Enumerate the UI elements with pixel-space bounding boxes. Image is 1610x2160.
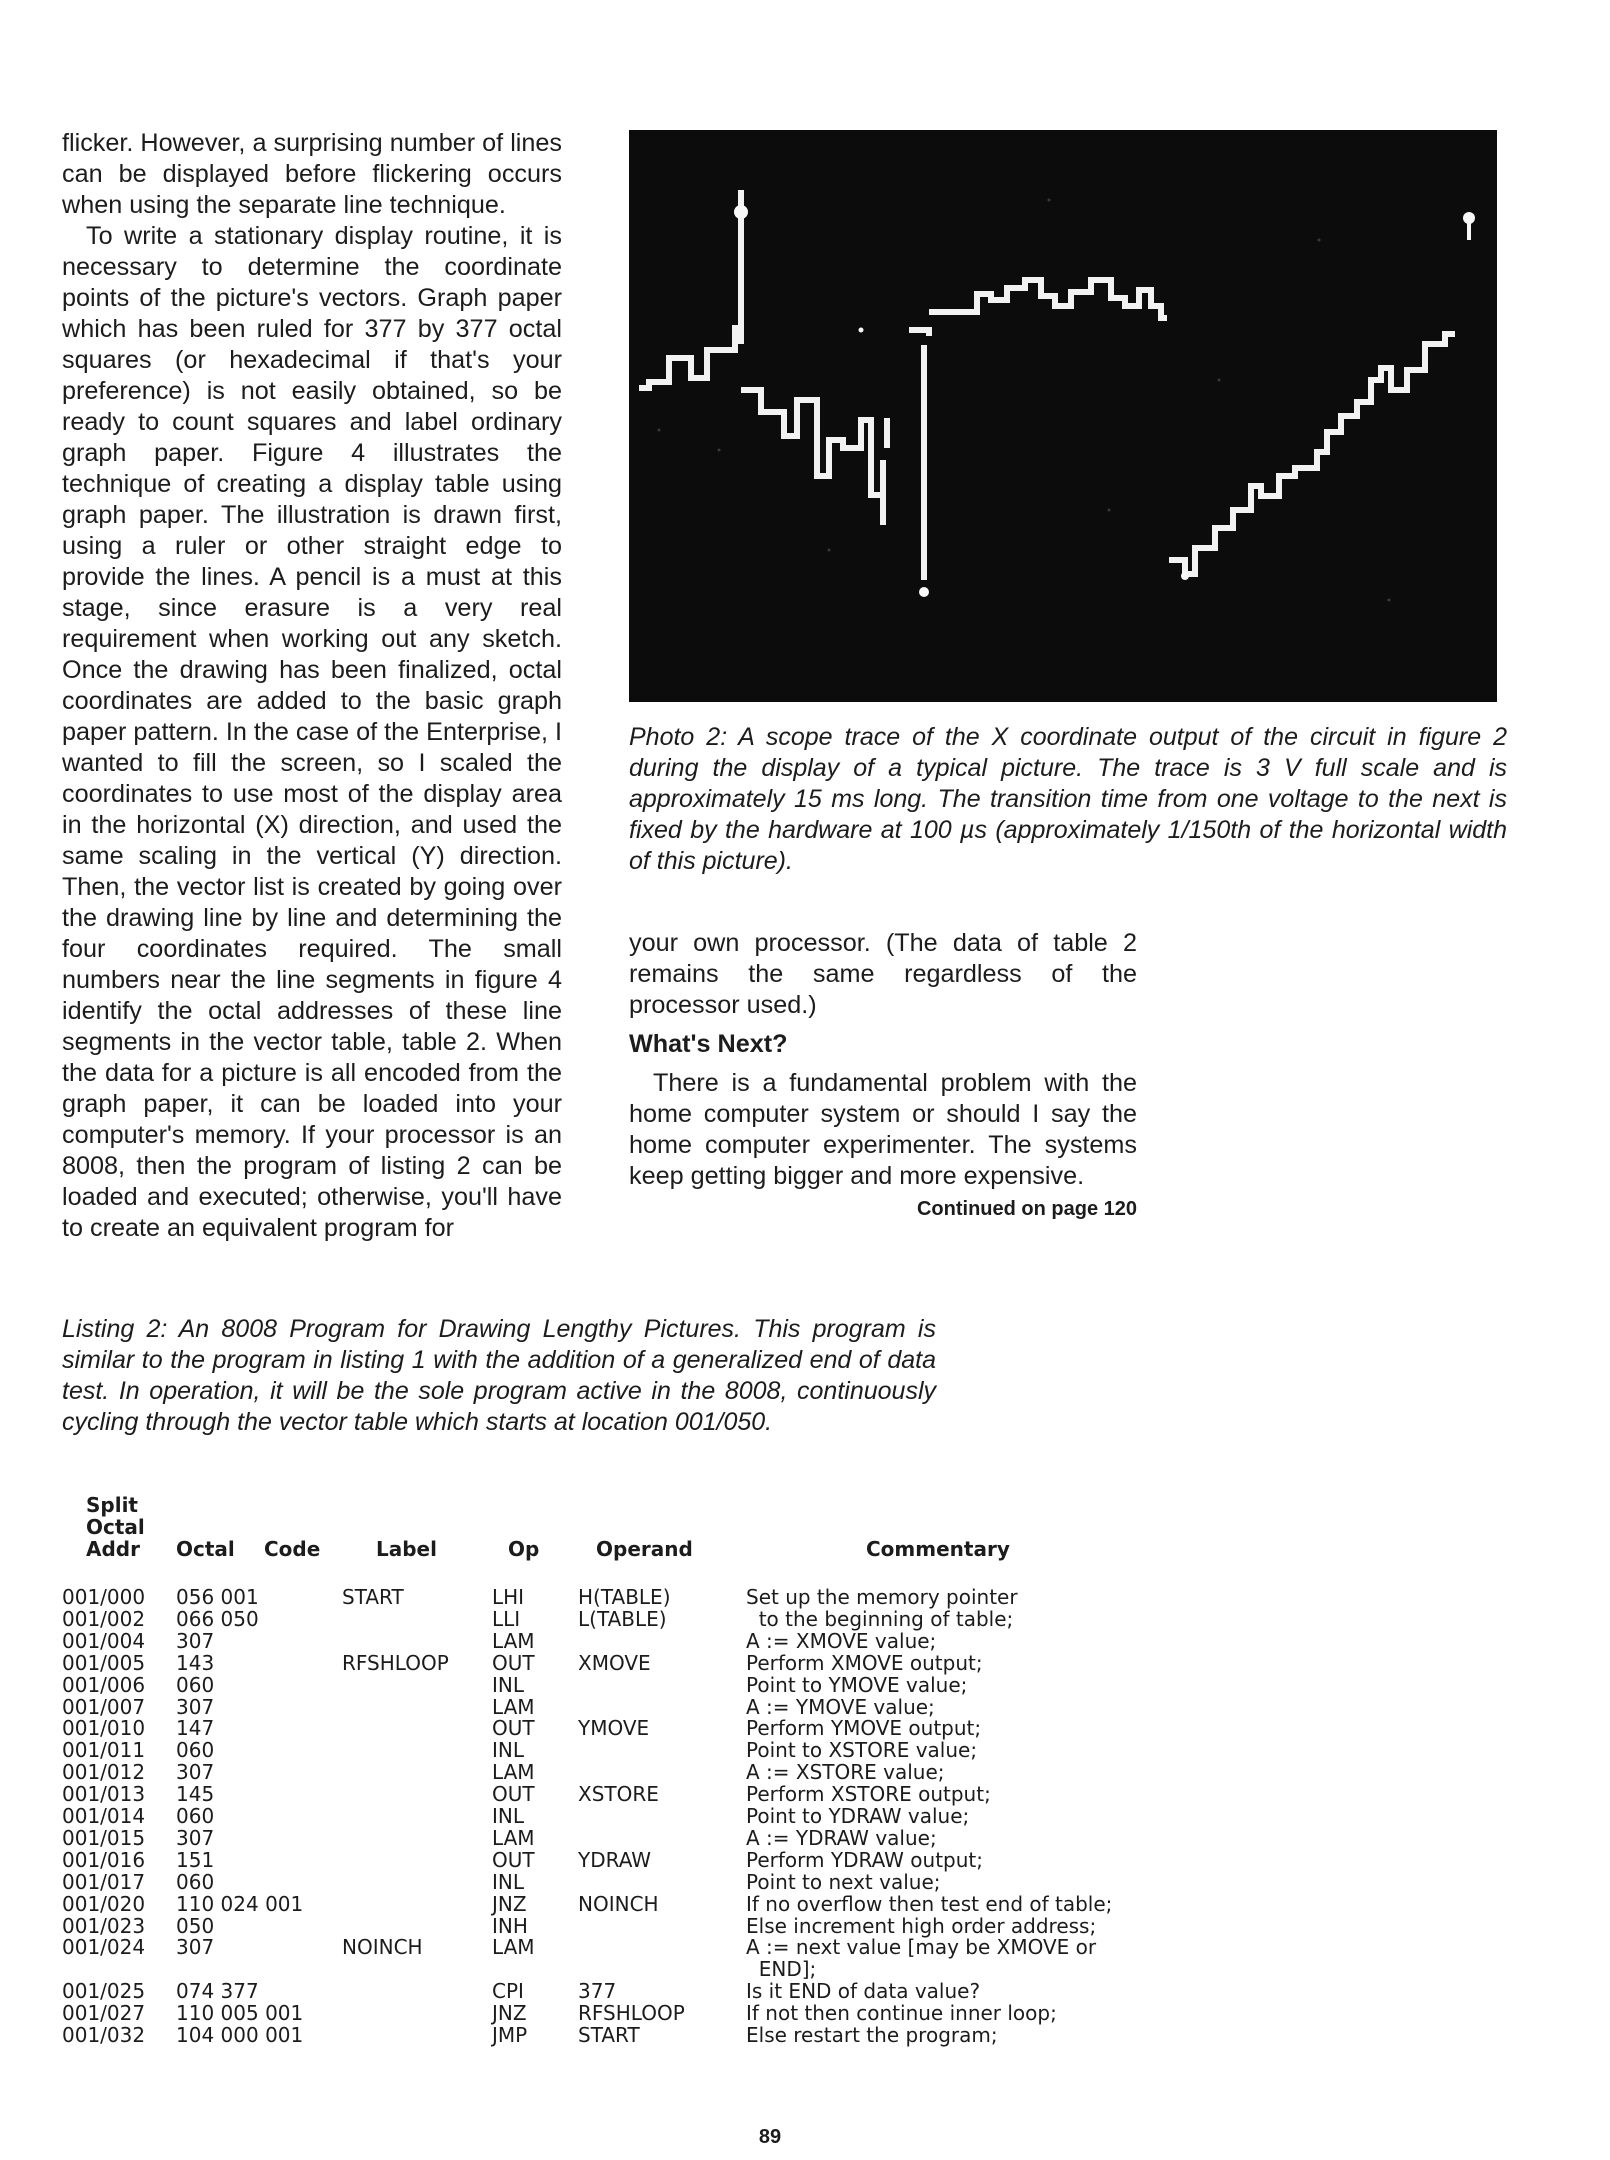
listing-cell-op: LLI <box>492 1606 521 1631</box>
listing-cell-comment: Else increment high order address; <box>746 1913 1097 1938</box>
listing-cell-operand: XSTORE <box>578 1782 659 1807</box>
listing-cell-octal: 050 <box>176 1913 215 1938</box>
listing-cell-addr: 001/013 <box>62 1782 146 1807</box>
listing-cell-label: START <box>342 1585 404 1609</box>
listing-cell-octal: 110 005 001 <box>176 2001 304 2026</box>
column-header-code: Code <box>264 1537 321 1561</box>
listing-cell-label: RFSHLOOP <box>342 1650 449 1675</box>
listing-cell-op: LAM <box>492 1628 535 1653</box>
listing-cell-octal: 143 <box>176 1650 215 1675</box>
listing-cell-comment: END]; <box>746 1957 817 1982</box>
listing-cell-operand: YDRAW <box>578 1847 652 1872</box>
listing-cell-operand: H(TABLE) <box>578 1585 671 1609</box>
listing-cell-octal: 060 <box>176 1869 215 1894</box>
photo-caption: Photo 2: A scope trace of the X coordinate output of the circuit in figure 2 during the display of a typical picture. The trace is 3 V full scale and is approximately 15 ms long. The transition time from one voltage to the next is fixed by the hardware at 100 µs (approximately 1/150th of the horizontal width of this picture). <box>629 723 1507 875</box>
listing-cell-comment: Point to next value; <box>746 1869 941 1894</box>
listing-cell-comment: Point to YMOVE value; <box>746 1672 968 1697</box>
listing-cell-comment: Perform XMOVE output; <box>746 1650 983 1675</box>
listing-cell-octal: 307 <box>176 1825 215 1850</box>
right-text-column <box>629 928 1137 1225</box>
listing-cell-addr: 001/023 <box>62 1913 146 1938</box>
listing-cell-comment: A := XSTORE value; <box>746 1760 945 1785</box>
listing-cell-comment: Else restart the program; <box>746 2023 998 2047</box>
listing-cell-op: JMP <box>492 2023 528 2047</box>
listing-cell-comment: Perform YMOVE output; <box>746 1716 982 1741</box>
listing-cell-op: LAM <box>492 1825 535 1850</box>
listing-cell-addr: 001/000 <box>62 1585 146 1609</box>
listing-cell-addr: 001/014 <box>62 1804 146 1828</box>
listing-cell-addr: 001/015 <box>62 1825 146 1850</box>
left-text-column <box>62 128 562 1244</box>
listing-cell-op: INL <box>492 1738 525 1763</box>
listing-cell-label: NOINCH <box>342 1935 423 1960</box>
listing-cell-octal: 074 377 <box>176 1979 259 2004</box>
listing-cell-addr: 001/024 <box>62 1935 146 1960</box>
listing-cell-operand: 377 <box>578 1979 617 2004</box>
listing-cell-op: INL <box>492 1672 525 1697</box>
listing-cell-op: OUT <box>492 1650 535 1675</box>
listing-cell-comment: A := next value [may be XMOVE or <box>746 1935 1097 1960</box>
column-header-operand: Operand <box>596 1537 693 1561</box>
column-header-octal: Octal <box>176 1537 235 1561</box>
listing-cell-operand: YMOVE <box>578 1716 650 1741</box>
listing-cell-op: INL <box>492 1804 525 1828</box>
column-header-commentary: Commentary <box>866 1537 1010 1561</box>
listing-cell-octal: 145 <box>176 1782 215 1807</box>
listing-cell-octal: 307 <box>176 1935 215 1960</box>
listing-cell-addr: 001/032 <box>62 2023 146 2047</box>
listing-cell-comment: If not then continue inner loop; <box>746 2001 1057 2026</box>
listing-cell-octal: 060 <box>176 1804 215 1828</box>
listing-cell-comment: Perform XSTORE output; <box>746 1782 991 1807</box>
listing-cell-addr: 001/020 <box>62 1891 146 1916</box>
listing-cell-octal: 307 <box>176 1628 215 1653</box>
page-number: 89 <box>758 2126 782 2148</box>
listing-cell-op: JNZ <box>492 2001 527 2026</box>
listing-cell-op: INL <box>492 1869 525 1894</box>
column-header-op: Op <box>508 1537 540 1561</box>
listing-cell-octal: 056 001 <box>176 1585 259 1609</box>
column-header-label: Label <box>376 1537 437 1561</box>
listing-cell-octal: 060 <box>176 1672 215 1697</box>
listing-cell-addr: 001/016 <box>62 1847 146 1872</box>
listing-cell-operand: RFSHLOOP <box>578 2001 685 2026</box>
listing-cell-op: OUT <box>492 1847 535 1872</box>
listing-cell-octal: 307 <box>176 1694 215 1719</box>
listing-cell-addr: 001/017 <box>62 1869 146 1894</box>
section-heading: What's Next? <box>629 1030 788 1058</box>
listing-cell-comment: A := XMOVE value; <box>746 1628 937 1653</box>
listing-cell-addr: 001/006 <box>62 1672 146 1697</box>
listing-cell-octal: 151 <box>176 1847 215 1872</box>
listing-cell-op: CPI <box>492 1979 524 2004</box>
listing-caption: Listing 2: An 8008 Program for Drawing Lengthy Pictures. This program is similar to the program in listing 1 with the addition of a generalized end of data test. In operation, it will be the sole program active in the 8008, continuously cycling through the vector table which starts at location 001/050. <box>62 1315 936 1436</box>
listing-cell-comment: A := YDRAW value; <box>746 1825 937 1850</box>
listing-cell-op: LAM <box>492 1935 535 1960</box>
scope-trace-image <box>629 130 1497 702</box>
listing-cell-addr: 001/002 <box>62 1606 146 1631</box>
listing-cell-addr: 001/007 <box>62 1694 146 1719</box>
listing-cell-addr: 001/004 <box>62 1628 146 1653</box>
listing-cell-operand: START <box>578 2023 640 2047</box>
listing-cell-operand: NOINCH <box>578 1891 659 1916</box>
listing-cell-comment: Point to XSTORE value; <box>746 1738 978 1763</box>
listing-cell-operand: L(TABLE) <box>578 1606 667 1631</box>
listing-cell-comment: to the beginning of table; <box>746 1606 1014 1631</box>
listing-cell-comment: If no overflow then test end of table; <box>746 1891 1113 1916</box>
listing-cell-octal: 104 000 001 <box>176 2023 304 2047</box>
listing-cell-op: LAM <box>492 1760 535 1785</box>
continued-note: Continued on page 120 <box>916 1198 1137 1220</box>
listing-cell-octal: 060 <box>176 1738 215 1763</box>
listing-cell-op: OUT <box>492 1716 535 1741</box>
listing-cell-op: LAM <box>492 1694 535 1719</box>
listing-cell-addr: 001/005 <box>62 1650 146 1675</box>
listing-cell-op: OUT <box>492 1782 535 1807</box>
paragraph: flicker. However, a surprising number of lines can be displayed before flickering occurs when using the separate line technique. <box>62 129 562 219</box>
listing-cell-octal: 066 050 <box>176 1606 259 1631</box>
listing-cell-op: INH <box>492 1913 528 1938</box>
listing-cell-operand: XMOVE <box>578 1650 651 1675</box>
listing-cell-octal: 110 024 001 <box>176 1891 304 1916</box>
column-header-addr: Split Octal Addr <box>86 1493 145 1561</box>
listing-cell-comment: Point to YDRAW value; <box>746 1804 970 1828</box>
listing-cell-comment: A := YMOVE value; <box>746 1694 935 1719</box>
scope-trace-photo <box>629 130 1497 702</box>
listing-cell-addr: 001/025 <box>62 1979 146 2004</box>
listing-cell-addr: 001/011 <box>62 1738 146 1763</box>
listing-cell-op: JNZ <box>492 1891 527 1916</box>
listing-cell-op: LHI <box>492 1585 525 1609</box>
paragraph: To write a stationary display routine, it is necessary to determine the coordinate points of the picture's vectors. Graph paper which has been ruled for 377 by 377 octal squares (or hexadecimal if that's your preference) is not easily obtained, so be ready to count squares and label ordinary graph paper. Figure 4 illustrates the technique of creating a display table using graph paper. The illustration is drawn first, using a ruler or other straight edge to provide the lines. A pencil is a must at this stage, since erasure is a very real requirement when working out any sketch. Once the drawing has been finalized, octal coordinates are added to the basic graph paper pattern. In the case of the Enterprise, I wanted to fill the screen, so I scaled the coordinates to use most of the display area in the horizontal (X) direction, and used the same scaling in the vertical (Y) direction. Then, the vector list is created by going over the drawing line by line and determining the four coordinates required. The small numbers near the line segments in figure 4 identify the octal addresses of these line segments in the vector table, table 2. When the data for a picture is all encoded from the graph paper, it can be loaded into your computer's memory. If your processor is an 8008, then the program of listing 2 can be loaded and executed; otherwise, you'll have to create an equivalent program for <box>62 222 562 1242</box>
listing-cell-octal: 307 <box>176 1760 215 1785</box>
listing-cell-addr: 001/012 <box>62 1760 146 1785</box>
listing-cell-comment: Set up the memory pointer <box>746 1585 1018 1609</box>
listing-cell-addr: 001/027 <box>62 2001 146 2026</box>
listing-cell-octal: 147 <box>176 1716 215 1741</box>
listing-cell-comment: Perform YDRAW output; <box>746 1847 983 1872</box>
paragraph: your own processor. (The data of table 2 remains the same regardless of the processor used.) <box>629 929 1137 1019</box>
listing-cell-addr: 001/010 <box>62 1716 146 1741</box>
paragraph: There is a fundamental problem with the home computer system or should I say the home computer experimenter. The systems keep getting bigger and more expensive. <box>629 1069 1137 1190</box>
listing-cell-comment: Is it END of data value? <box>746 1979 981 2004</box>
